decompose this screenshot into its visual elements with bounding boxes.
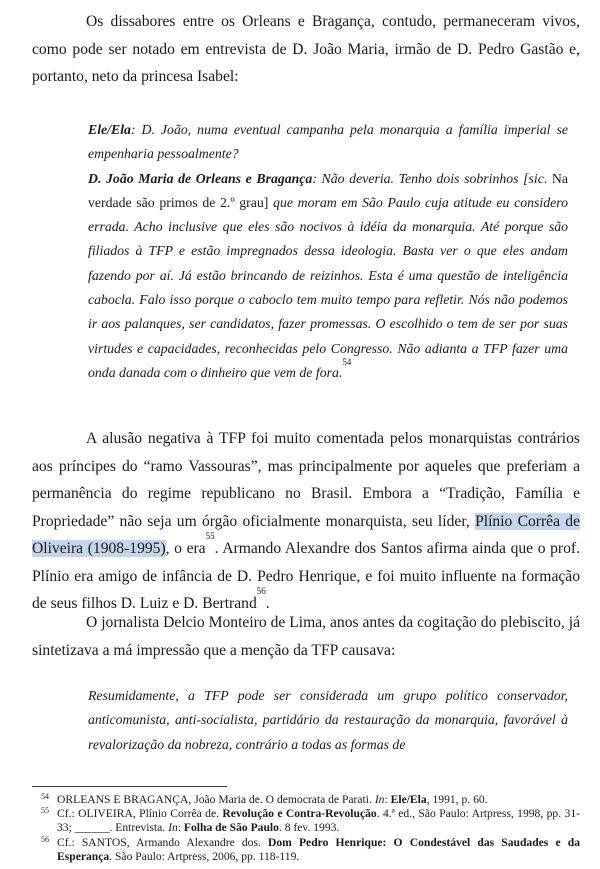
footnote-text: :	[177, 821, 184, 835]
paragraph-intro: Os dissabores entre os Orleans e Bragança, contudo, permaneceram vivos, como pode ser notado em entrevista de D. João Maria, irmão de D. Pedro Gastão e, portanto, neto da princesa Isabel:	[32, 13, 580, 85]
interview-answer	[88, 167, 568, 386]
footnote-ref-56[interactable]: 56	[256, 586, 266, 596]
answer-speaker: D. João Maria de Orleans e Bragança	[88, 170, 313, 186]
footnote-text: , 1991, p. 60.	[426, 793, 488, 806]
interview-quote	[88, 118, 568, 385]
footnote-text: . 4.ª ed., São Paulo: Artpress, 1998, pp. 31-33; ______. Entrevista.	[57, 807, 580, 835]
tfp-quote	[88, 684, 568, 757]
answer-text-1: : Não deveria. Tenho dois sobrinhos [	[312, 170, 529, 186]
answer-text-2: que moram em São Paulo cuja atitude eu considero errada. Acho inclusive que eles são nocivos à idéia da monarquia. Até porque são filiados à TFP e estão impregnados dessa ideologia. Basta ver o que eles andam fazendo por aí. Já estão brincando de reizinhos. Esta é uma questão de inteligência cabocla. Falo isso porque o caboclo tem muito tempo para refletir. Nós não podemos ir aos palanques, ser candidatos, fazer promessas. O escolhido o tem de ser por suas virtudes e capacidades, reconhecidas pelo Congresso. Não adianta a TFP fazer uma onda danada com o dinheiro que vem de fora.	[88, 194, 568, 380]
footnote-text: ORLEANS E BRAGANÇA, João Maria de. O democrata de Parati.	[57, 793, 375, 806]
footnote-ref-54[interactable]: 54	[342, 356, 352, 367]
footnote-number: 54	[41, 792, 49, 801]
footnote-text: :	[384, 793, 391, 806]
footnote-ref-55[interactable]: 55	[205, 531, 215, 541]
highlighted-text[interactable]: Plínio Corrêa de Oliveira (1908-1995)	[32, 512, 580, 557]
footnote-number: 56	[41, 835, 49, 844]
interview-question	[88, 118, 568, 167]
footnote-56	[32, 836, 580, 864]
paragraph-tfp-text-2: , o era	[165, 540, 206, 557]
footnote-in: In	[168, 821, 178, 835]
footnote-in: In	[374, 793, 385, 806]
tfp-quote-text: Resumidamente, a TFP pode ser considerada um grupo político conservador, anticomunista, anti-socialista, partidário da restauração da monarquia, favorável à revalorização da nobreza, contrário a todas as formas de	[88, 688, 568, 752]
footnote-text: Cf.: OLIVEIRA, Plínio Corrêa de.	[57, 807, 223, 820]
question-text: : D. João, numa eventual campanha pela monarquia a família imperial se empenharia pessoalmente?	[88, 122, 568, 162]
paragraph-tfp	[32, 425, 580, 618]
footnote-text: . São Paulo: Artpress, 2006, pp. 118-119.	[109, 850, 300, 864]
footnote-title: Dom Pedro Henrique: O Condestável das Saudades e da Esperança	[57, 836, 580, 864]
question-speaker: Ele/Ela	[88, 122, 131, 137]
paragraph-tfp-text-1: A alusão negativa à TFP foi muito comentada pelos monarquistas contrários aos príncipes do “ramo Vassouras”, mas principalmente por aqueles que preferiam a permanência do regime republicano no Brasil. Embora a “Tradição, Família e Propriedade” não seja um órgão oficialmente monarquista, seu líder,	[32, 430, 580, 530]
footnote-55	[32, 807, 580, 835]
footnote-source: Ele/Ela	[390, 793, 427, 806]
bracket-note: . Na verdade são primos de 2.º grau]	[88, 170, 569, 210]
sic-note: sic	[528, 170, 544, 186]
paragraph-delcio: O jornalista Delcio Monteiro de Lima, anos antes da cogitação do plebiscito, já sintetizava a má impressão que a menção da TFP causava:	[32, 614, 580, 659]
footnote-number: 55	[41, 806, 49, 815]
footnote-divider	[32, 786, 227, 787]
paragraph-tfp-text-3: . Armando Alexandre dos Santos afirma ainda que o prof. Plínio era amigo de infância de D. Pedro Henrique, e foi muito influente na formação de seus filhos D. Luiz e D. Bertrand	[32, 540, 580, 612]
footnote-text: Cf.: SANTOS, Armando Alexandre dos.	[57, 836, 268, 849]
footnote-text: . 8 fev. 1993.	[278, 821, 340, 835]
paragraph-tfp-text-4: .	[265, 595, 270, 612]
footnote-title: Revolução e Contra-Revolução	[222, 807, 377, 820]
footnote-source: Folha de São Paulo	[183, 821, 279, 835]
footnote-54	[32, 793, 580, 807]
